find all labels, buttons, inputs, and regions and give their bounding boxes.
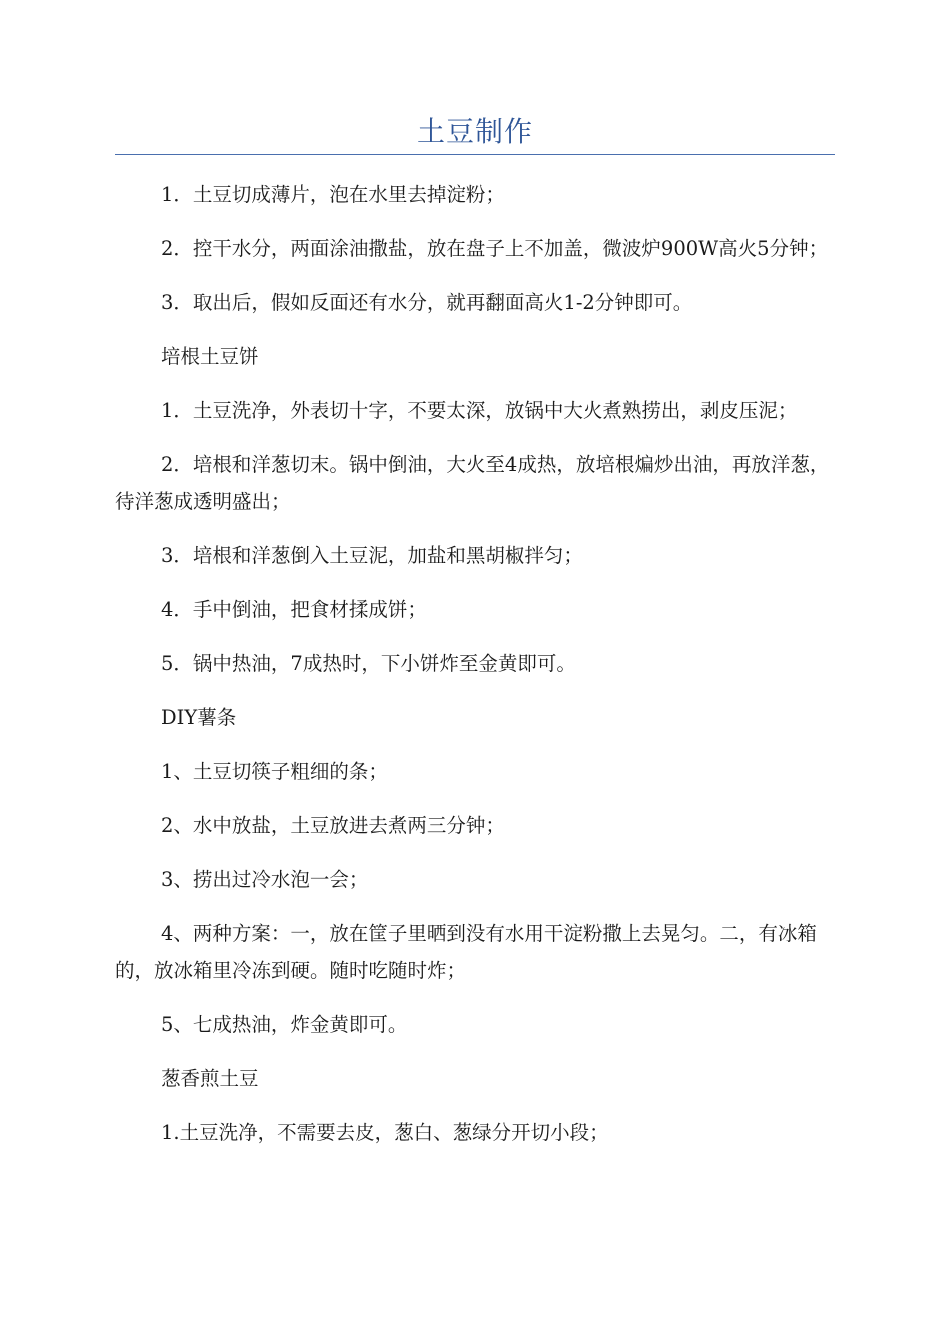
section-heading-diy-fries: DIY薯条 (161, 706, 237, 729)
paragraph-step: 4、两种方案：一，放在筐子里晒到没有水用干淀粉撒上去晃匀。二，有冰箱的，放冰箱里冷冻到硬。随时吃随时炸； (115, 922, 817, 982)
paragraph-step: 1．土豆切成薄片，泡在水里去掉淀粉； (161, 183, 505, 206)
document-body (115, 176, 835, 1168)
paragraph-step: 5．锅中热油，7成热时，下小饼炸至金黄即可。 (161, 652, 576, 675)
section-heading-scallion-fried-potato: 葱香煎土豆 (161, 1067, 259, 1090)
paragraph-step: 1、土豆切筷子粗细的条； (161, 760, 388, 783)
page-title: 土豆制作 (416, 115, 533, 148)
paragraph-step: 1.土豆洗净，不需要去皮，葱白、葱绿分开切小段； (161, 1121, 609, 1144)
paragraph-step: 2．培根和洋葱切末。锅中倒油，大火至4成热，放培根煸炒出油，再放洋葱，待洋葱成透明盛出； (115, 453, 830, 513)
paragraph-step: 3．取出后，假如反面还有水分，就再翻面高火1-2分钟即可。 (161, 291, 693, 314)
paragraph-step: 4．手中倒油，把食材揉成饼； (161, 598, 427, 621)
section-heading-bacon-potato-cake: 培根土豆饼 (161, 345, 259, 368)
title-underline (115, 154, 835, 155)
paragraph-step: 5、七成热油，炸金黄即可。 (161, 1013, 408, 1036)
paragraph-step: 2．控干水分，两面涂油撒盐，放在盘子上不加盖，微波炉900W高火5分钟； (161, 237, 829, 260)
paragraph-step: 2、水中放盐，土豆放进去煮两三分钟； (161, 814, 505, 837)
paragraph-step: 1．土豆洗净，外表切十字，不要太深，放锅中大火煮熟捞出，剥皮压泥； (161, 399, 798, 422)
paragraph-step: 3．培根和洋葱倒入土豆泥，加盐和黑胡椒拌匀； (161, 544, 583, 567)
paragraph-step: 3、捞出过冷水泡一会； (161, 868, 369, 891)
